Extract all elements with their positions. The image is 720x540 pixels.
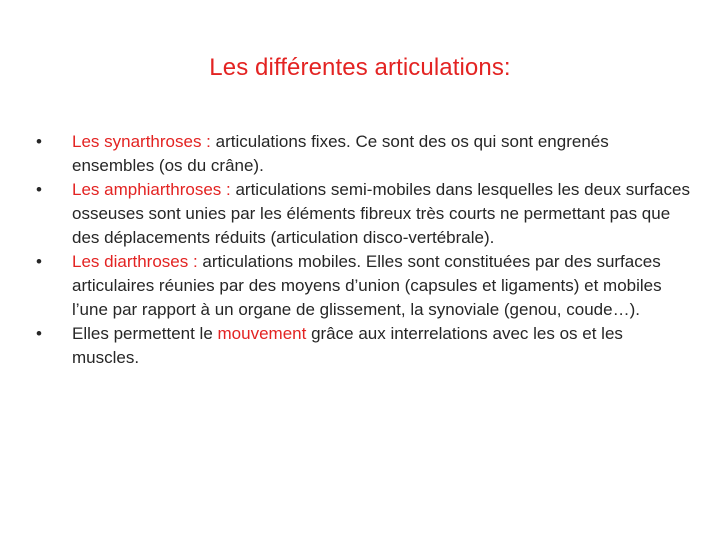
bullet-amphiarthroses bbox=[32, 178, 692, 250]
bullet-term: Les synarthroses : bbox=[72, 132, 211, 151]
bullet-suffix: grâce aux interrelations avec les os et les muscles. bbox=[72, 324, 623, 367]
bullet-synarthroses bbox=[32, 130, 692, 178]
bullet-term: Les amphiarthroses : bbox=[72, 180, 231, 199]
bullet-diarthroses bbox=[32, 250, 692, 322]
bullet-list bbox=[32, 130, 692, 370]
bullet-highlight: mouvement bbox=[217, 324, 307, 343]
slide-title: Les différentes articulations: bbox=[209, 54, 511, 81]
bullet-text: articulations fixes. Ce sont des os qui sont engrenés ensembles (os du crâne). bbox=[72, 132, 609, 175]
bullet-mouvement bbox=[32, 322, 692, 370]
bullet-term: Les diarthroses : bbox=[72, 252, 198, 271]
bullet-prefix: Elles permettent le bbox=[72, 324, 218, 343]
bullet-text: articulations mobiles. Elles sont constituées par des surfaces articulaires réunies par des moyens d’union (capsules et ligaments) et mobiles l’une par rapport à un organe de glissement, la synoviale (genou, coude…). bbox=[72, 252, 662, 319]
bullet-text: articulations semi-mobiles dans lesquelles les deux surfaces osseuses sont unies par les éléments fibreux très courts ne permettant pas que des déplacements réduits (articulation disco-vertébrale). bbox=[72, 180, 690, 247]
